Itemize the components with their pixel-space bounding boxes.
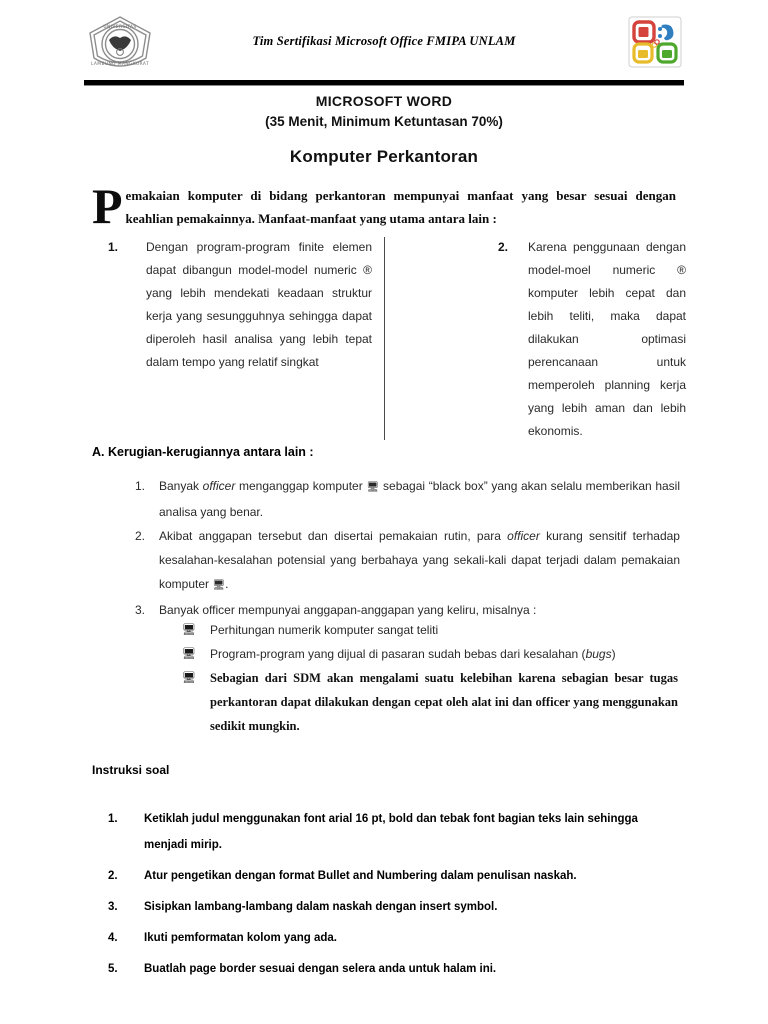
drop-cap-letter: P [92, 178, 123, 234]
list-item-marker: 5. [108, 963, 118, 975]
section-title: Komputer Perkantoran [289, 147, 479, 166]
list-item [108, 806, 680, 858]
run-text: Sebagian dari SDM akan mengalami suatu kelebihan karena sebagian besar tugas perkantoran dapat dilakukan dengan cepat oleh alat ini dan officer yang menggunakan sedikit mungkin. [210, 671, 678, 733]
list-item [108, 236, 372, 374]
page-subtitle: (35 Menit, Minimum Ketuntasan 70%) [265, 114, 503, 129]
column-left [108, 236, 372, 374]
computer-monitor-bullet-icon: 🖥 [182, 671, 196, 684]
header-organization-title: Tim Sertifikasi Microsoft Office FMIPA UNLAM [252, 34, 516, 48]
instruksi-list [108, 806, 680, 987]
list-item-text: Dengan program-program finite elemen dapat dibangun model-model numeric ® yang lebih mendekati keadaan struktur kerja yang sesungguhnya sehingga dapat diperoleh hasil analisa yang lebih tepat dalam tempo yang relatif singkat [146, 240, 372, 369]
list-item-text [210, 666, 678, 738]
run-text: Banyak [159, 479, 203, 493]
computer-monitor-bullet-icon: 🖥 [182, 647, 196, 660]
list-item [182, 618, 678, 642]
list-item-text: Karena penggunaan dengan model-moel numeric ® komputer lebih cepat dan lebih teliti, maka dapat dilakukan optimasi perencanaan untuk memperoleh planning kerja yang lebih aman dan lebih ekonomis. [528, 240, 686, 438]
emphasis-text: bugs [585, 647, 612, 661]
computer-monitor-bullet-icon: 🖥 [182, 623, 196, 636]
emphasis-text: officer [507, 529, 540, 543]
list-item-text: Ikuti pemformatan kolom yang ada. [144, 932, 337, 944]
list-item-marker: 1. [108, 240, 119, 254]
list-item [182, 642, 678, 666]
header-divider-rule [84, 80, 684, 86]
emphasis-text: officer [202, 479, 236, 493]
run-text: ) [611, 647, 616, 661]
list-item-text: Ketiklah judul menggunakan font arial 16 pt, bold dan tebak font bagian teks lain sehingga menjadi mirip. [144, 813, 638, 851]
list-item-text [159, 524, 680, 598]
document-title-block [84, 92, 684, 167]
run-text: Banyak officer mempunyai anggapan-anggapan yang keliru, misalnya : [159, 603, 537, 617]
list-item [182, 666, 678, 738]
list-item-marker: 2. [135, 529, 146, 543]
section-a-heading: A. Kerugian-kerugiannya antara lain : [92, 445, 314, 459]
list-item [135, 474, 680, 524]
run-text: menganggap komputer [235, 479, 367, 493]
section-a-list [135, 474, 680, 622]
list-item-marker: 3. [135, 603, 146, 617]
run-text: sebagai “black box” yang akan selalu memberikan hasil analisa yang benar. [159, 479, 681, 519]
list-item [498, 236, 686, 443]
computer-symbol-icon: 🖥 [212, 580, 226, 591]
list-item [108, 925, 680, 951]
list-item-marker: 4. [108, 932, 118, 944]
list-item-text: Sisipkan lambang-lambang dalam naskah dengan insert symbol. [144, 901, 498, 913]
list-item [108, 894, 680, 920]
svg-text:UNIVERSITAS: UNIVERSITAS [103, 25, 137, 30]
page-title: MICROSOFT WORD [315, 93, 453, 109]
svg-text:LAMBUNG MANGKURAT: LAMBUNG MANGKURAT [90, 62, 150, 67]
list-item-text [210, 618, 678, 642]
list-item [108, 956, 680, 982]
sub-bullet-list [182, 618, 678, 738]
list-item-marker: 1. [135, 479, 146, 493]
run-text: Perhitungan numerik komputer sangat teliti [210, 623, 439, 637]
list-item-text [210, 642, 678, 666]
list-item-text: Atur pengetikan dengan format Bullet and Numbering dalam penulisan naskah. [144, 870, 577, 882]
microsoft-office-logo-icon [628, 16, 684, 70]
list-item-text: Buatlah page border sesuai dengan selera anda untuk halam ini. [144, 963, 497, 975]
list-item-marker: 2. [498, 240, 509, 254]
run-text: . [225, 577, 229, 591]
run-text: Akibat anggapan tersebut dan disertai pemakaian rutin, para [159, 529, 508, 543]
list-item-marker: 1. [108, 813, 118, 825]
list-item-text [159, 474, 680, 524]
column-right [498, 236, 686, 443]
intro-paragraph [92, 178, 676, 234]
list-item [135, 524, 680, 598]
run-text: Program-program yang dijual di pasaran sudah bebas dari kesalahan ( [210, 647, 586, 661]
list-item-marker: 3. [108, 901, 118, 913]
instruksi-heading: Instruksi soal [92, 763, 170, 777]
list-item-marker: 2. [108, 870, 118, 882]
run-text: kurang sensitif terhadap kesalahan-kesalahan potensial yang berbahaya yang sekali-kali dapat terjadi dalam pemakaian komputer [159, 529, 680, 591]
intro-paragraph-text: emakaian komputer di bidang perkantoran mempunyai manfaat yang besar sesuai dengan keahlian pemakainnya. Manfaat-manfaat yang utama antara lain : [125, 188, 676, 226]
computer-symbol-icon: 🖥 [366, 482, 380, 493]
page-header [84, 14, 684, 76]
column-divider [384, 237, 385, 440]
list-item [108, 863, 680, 889]
